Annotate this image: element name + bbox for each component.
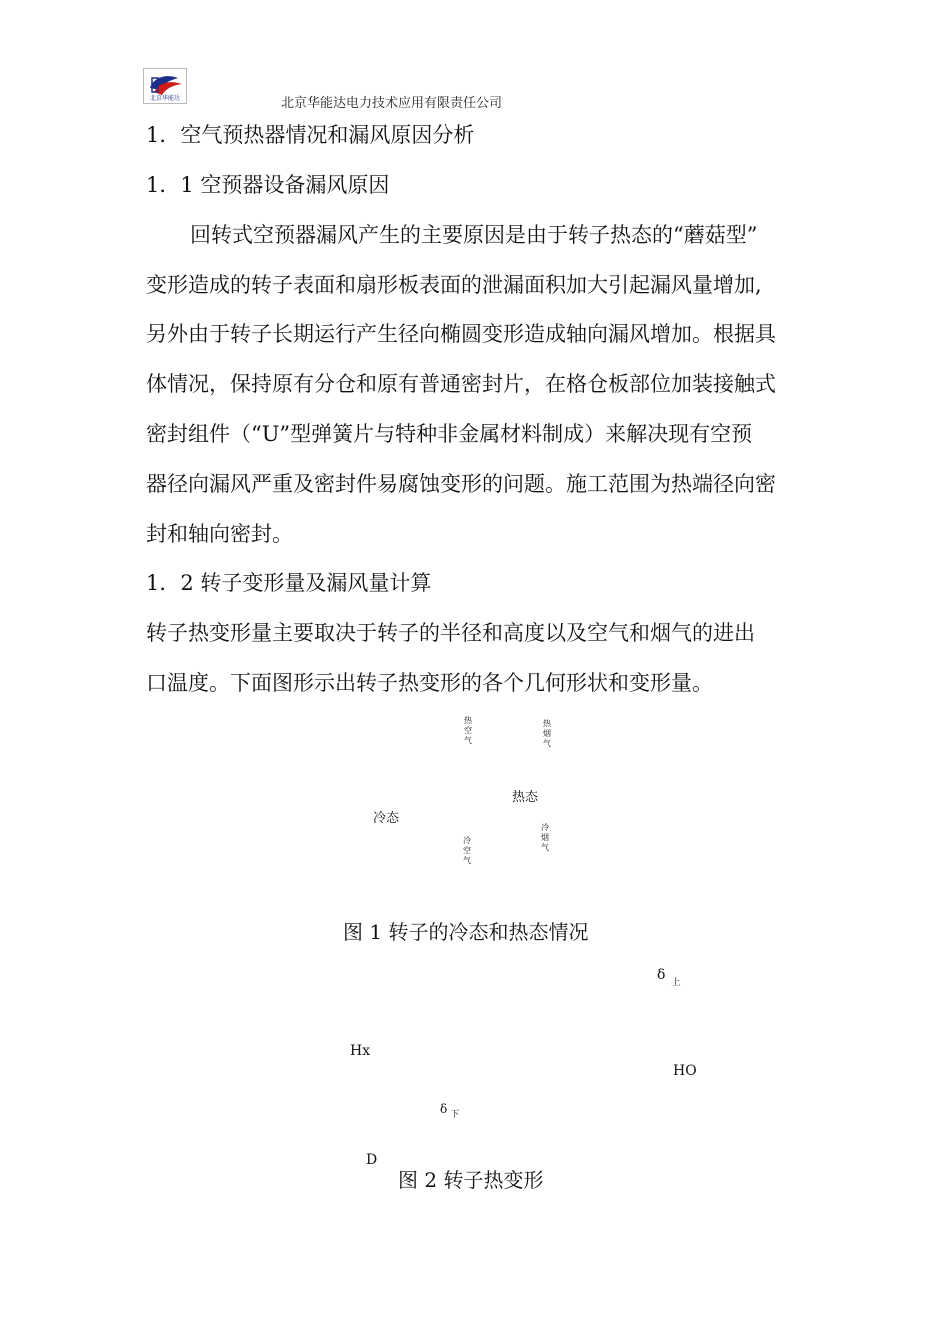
paragraph-1-line-1: 回转式空预器漏风产生的主要原因是由于转子热态的“蘑菇型” — [190, 223, 758, 247]
fig1-caption: 图 1 转子的冷态和热态情况 — [343, 920, 589, 944]
paragraph-1-line-3: 另外由于转子长期运行产生径向椭圆变形造成轴向漏风增加。根据具 — [146, 322, 776, 346]
fig2-delta-top-sub: 上 — [671, 978, 681, 988]
fig1-cold-air-label: 冷空气 — [463, 836, 471, 865]
fig1-hot-flue-label: 热烟气 — [543, 719, 551, 748]
fig2-delta-bottom — [440, 1098, 460, 1120]
paragraph-1-line-5: 密封组件（“U”型弹簧片与特种非金属材料制成）来解决现有空预 — [146, 422, 753, 446]
fig2-delta-top — [657, 964, 681, 988]
fig1-cold-state-label: 冷态 — [373, 811, 400, 826]
company-name: 北京华能达电力技术应用有限责任公司 — [281, 96, 503, 111]
fig2-delta-bottom-symbol: δ — [440, 1102, 448, 1116]
paragraph-2-line-1: 转子热变形量主要取决于转子的半径和高度以及空气和烟气的进出 — [146, 621, 755, 645]
company-logo — [143, 68, 187, 104]
fig2-d-label: D — [366, 1152, 378, 1168]
paragraph-1-line-6: 器径向漏风严重及密封件易腐蚀变形的问题。施工范围为热端径向密 — [146, 472, 776, 496]
fig1-hot-air-label: 热空气 — [464, 716, 472, 745]
fig1-cold-flue-label: 冷烟气 — [541, 823, 549, 852]
paragraph-1-line-4: 体情况，保持原有分仓和原有普通密封片，在格仓板部位加装接触式 — [146, 372, 776, 396]
section-1-1-title: 1．1 空预器设备漏风原因 — [146, 173, 390, 197]
fig2-hx-label: Hx — [350, 1043, 371, 1059]
logo-text: 北京华能达 — [149, 95, 180, 102]
fig2-h0-label: HO — [673, 1063, 697, 1079]
section-1-title: 1．空气预热器情况和漏风原因分析 — [146, 123, 475, 147]
fig2-delta-top-symbol: δ — [657, 967, 666, 983]
fig1-hot-state-label: 热态 — [512, 790, 539, 805]
fig2-caption: 图 2 转子热变形 — [398, 1168, 544, 1192]
paragraph-1-line-2: 变形造成的转子表面和扇形板表面的泄漏面积加大引起漏风量增加, — [146, 273, 762, 297]
fig2-delta-bottom-sub: 下 — [450, 1110, 460, 1120]
paragraph-2-line-2: 口温度。下面图形示出转子热变形的各个几何形状和变形量。 — [146, 671, 713, 695]
section-1-2-title: 1．2 转子变形量及漏风量计算 — [146, 571, 432, 595]
paragraph-1-line-7: 封和轴向密封。 — [146, 522, 293, 546]
